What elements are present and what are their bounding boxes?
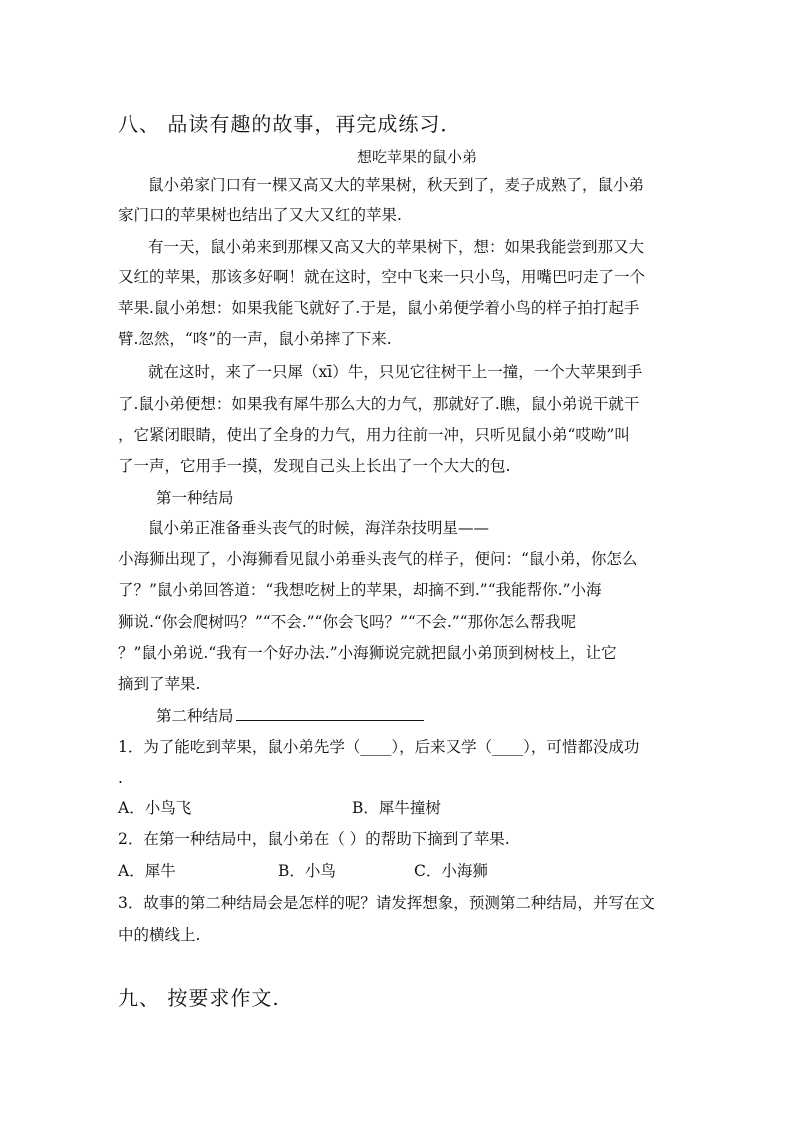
ending-1-line: 小海狮出现了，小海狮看见鼠小弟垂头丧气的样子，便问：“鼠小弟，你怎么 [118,550,638,568]
question-2-option-b: B．小鸟 [278,862,336,880]
ending-1-line: 了？”鼠小弟回答道：“我想吃树上的苹果，却摘不到.”“我能帮你.”小海 [118,581,602,599]
question-2-option-a: A．犀牛 [118,862,176,880]
question-1-option-a: A．小鸟飞 [118,799,192,817]
question-3-line: 3．故事的第二种结局会是怎样的呢？请发挥想象，预测第二种结局，并写在文 [118,894,655,912]
story-line: ，它紧闭眼睛，使出了全身的力气，用力往前一冲，只听见鼠小弟“哎呦”叫 [118,426,630,444]
story-line: 又红的苹果，那该多好啊！就在这时，空中飞来一只小鸟，用嘴巴叼走了一个 [118,268,646,286]
story-line: 臂.忽然，“咚”的一声，鼠小弟摔了下来. [118,330,392,348]
section-9-heading: 九、 按要求作文. [118,986,280,1010]
ending-2-label: 第二种结局 [156,707,234,725]
question-1-continuation: . [118,769,123,787]
ending-1-line: 摘到了苹果. [118,675,201,693]
ending-2-row [156,706,424,726]
story-title: 想吃苹果的鼠小弟 [356,148,477,166]
question-2: 2．在第一种结局中，鼠小弟在（ ）的帮助下摘到了苹果. [118,830,510,848]
story-line: 有一天，鼠小弟来到那棵又高又大的苹果树下，想：如果我能尝到那又大 [148,238,645,256]
story-line: 家门口的苹果树也结出了又大又红的苹果. [118,206,402,224]
ending-2-answer-line[interactable] [236,706,424,721]
question-1: 1．为了能吃到苹果，鼠小弟先学（____），后来又学（____），可惜都没成功 [118,738,640,756]
ending-1-line: 狮说.“你会爬树吗？”“不会.”“你会飞吗？”“不会.”“那你怎么帮我呢 [118,613,577,631]
story-line: 鼠小弟家门口有一棵又高又大的苹果树，秋天到了，麦子成熟了，鼠小弟 [148,176,645,194]
question-1-option-b: B．犀牛撞树 [352,799,441,817]
story-line: 了一声，它用手一摸，发现自己头上长出了一个大大的包. [118,457,511,475]
ending-1-line: 鼠小弟正准备垂头丧气的时候，海洋杂技明星—— [148,519,490,537]
story-line: 就在这时，来了一只犀（xī）牛，只见它往树干上一撞，一个大苹果到手 [148,363,643,381]
question-2-option-c: C．小海狮 [414,862,488,880]
story-line: 了.鼠小弟便想：如果我有犀牛那么大的力气，那就好了.瞧，鼠小弟说干就干 [118,395,640,413]
ending-1-label: 第一种结局 [156,489,234,507]
ending-1-line: ？”鼠小弟说.“我有一个好办法.”小海狮说完就把鼠小弟顶到树枝上，让它 [118,644,617,662]
story-line: 苹果.鼠小弟想：如果我能飞就好了.于是，鼠小弟便学着小鸟的样子拍打起手 [118,299,640,317]
question-3-line: 中的横线上. [118,926,201,944]
section-8-heading: 八、 品读有趣的故事，再完成练习． [118,112,462,136]
